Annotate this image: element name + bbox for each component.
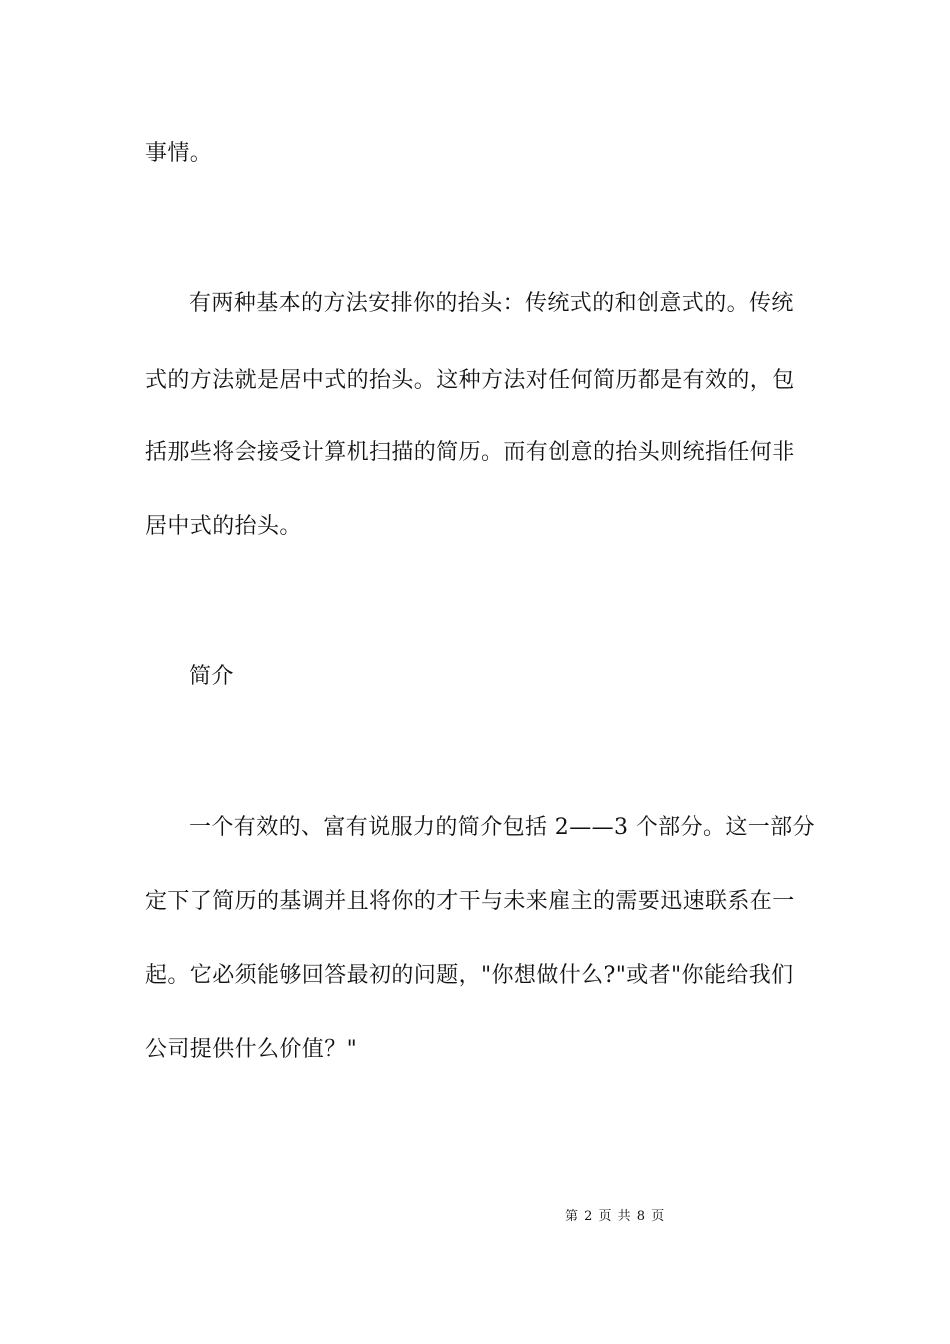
paragraph-line: 定下了简历的基调并且将你的才干与未来雇主的需要迅速联系在一 xyxy=(145,889,795,914)
page-number-footer: 第 2 页 共 8 页 xyxy=(565,1209,666,1224)
paragraph-line: 式的方法就是居中式的抬头。这种方法对任何简历都是有效的，包 xyxy=(145,368,795,393)
paragraph-line: 公司提供什么价值？" xyxy=(145,1037,358,1062)
section-heading: 简介 xyxy=(189,664,234,689)
paragraph-line: 起。它必须能够回答最初的问题，"你想做什么?"或者"你能给我们 xyxy=(145,963,794,988)
paragraph-line: 有两种基本的方法安排你的抬头：传统式的和创意式的。传统 xyxy=(189,291,794,316)
paragraph-line: 一个有效的、富有说服力的简介包括 2——3 个部分。这一部分 xyxy=(189,815,815,840)
paragraph-line: 事情。 xyxy=(145,141,213,166)
paragraph-line: 括那些将会接受计算机扫描的简历。而有创意的抬头则统指任何非 xyxy=(145,440,795,465)
paragraph-line: 居中式的抬头。 xyxy=(145,514,302,539)
